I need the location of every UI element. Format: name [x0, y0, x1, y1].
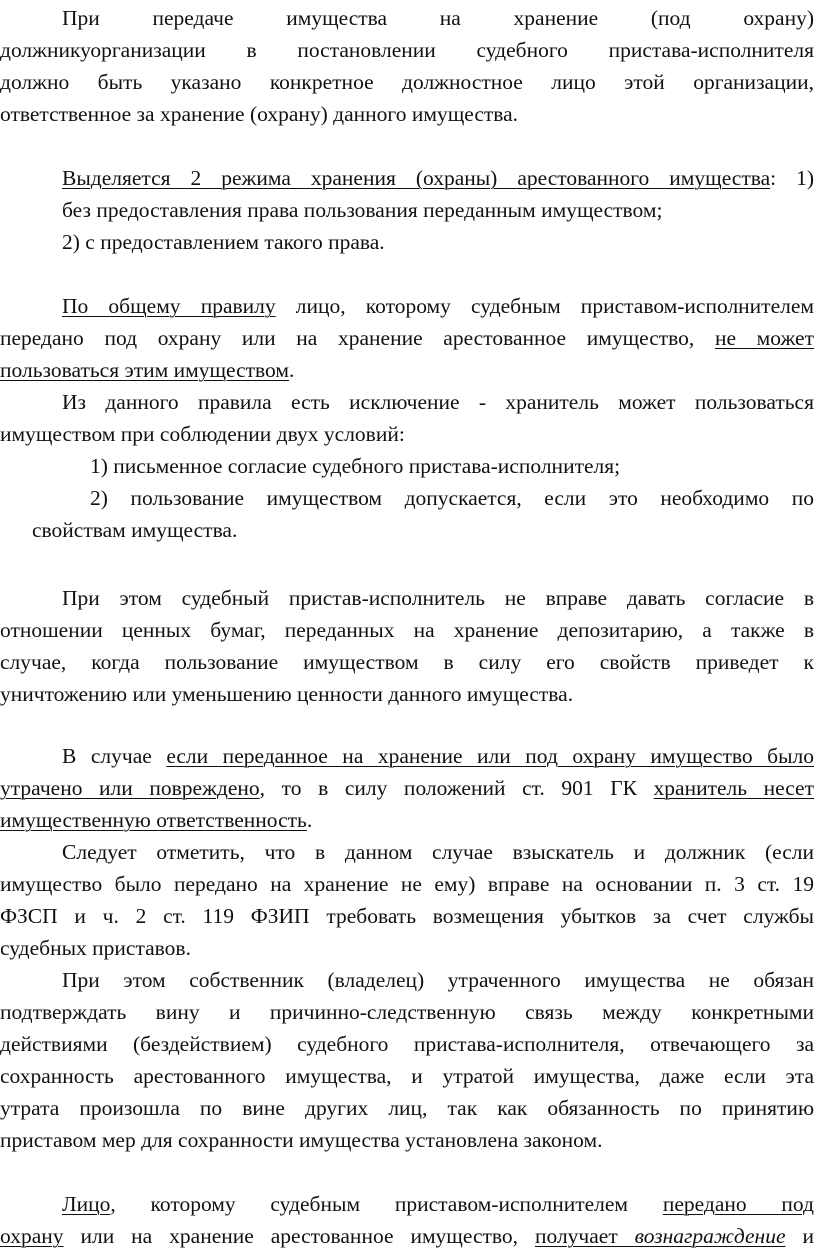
p9-line-2	[0, 1220, 814, 1252]
text: лицо, которому судебным приставом-исполнителем	[275, 294, 814, 318]
p4-line-2	[0, 418, 814, 450]
text: имущество было передано на хранение не ему) вправе на основании п. 3 ст. 19	[0, 872, 814, 896]
underlined-text: получает	[534, 1224, 635, 1248]
p2-line-2	[0, 194, 814, 226]
p6-line-2	[0, 772, 814, 804]
text: При передаче имущества на хранение (под охрану)	[62, 6, 814, 30]
underlined-text: хранитель несет	[653, 776, 814, 800]
p7-line-3	[0, 900, 814, 932]
p8-line-4	[0, 1060, 814, 1092]
p6-line-3	[0, 804, 814, 836]
text: Следует отметить, что в данном случае взыскатель и должник (если	[62, 840, 814, 864]
underlined-text: утрачено или повреждено	[0, 776, 260, 800]
text: уничтожению или уменьшению ценности данного имущества.	[0, 682, 574, 706]
text: действиями (бездействием) судебного пристава-исполнителя, отвечающего за	[0, 1032, 814, 1056]
underlined-text: имущественную ответственность	[0, 808, 307, 832]
text: ответственное за хранение (охрану) данного имущества.	[0, 102, 519, 126]
text: отношении ценных бумаг, переданных на хранение депозитарию, а также в	[0, 618, 814, 642]
text: , то в силу положений ст. 901 ГК	[259, 776, 654, 800]
text: имуществом при соблюдении двух условий:	[0, 422, 405, 446]
text: : 1)	[770, 166, 814, 190]
text: сохранность арестованного имущества, и утратой имущества, даже если эта	[0, 1064, 814, 1088]
text: или на хранение арестованное имущество,	[63, 1224, 535, 1248]
p6-line-1	[0, 740, 814, 772]
text: должно быть указано конкретное должностное лицо этой организации,	[0, 70, 814, 94]
p5-line-4	[0, 678, 814, 710]
underlined-text: охрану	[0, 1224, 64, 1248]
p1-line-4	[0, 98, 814, 130]
p9-line-1	[0, 1188, 814, 1220]
text: приставом мер для сохранности имущества установлена законом.	[0, 1128, 603, 1152]
text: утрата произошла по вине других лиц, так как обязанность по принятию	[0, 1096, 814, 1120]
text: подтверждать вину и причинно-следственную связь между конкретными	[0, 1000, 814, 1024]
p1-line-1	[0, 2, 814, 34]
p7-line-4	[0, 932, 814, 964]
text: судебных приставов.	[0, 936, 191, 960]
p4-line-1	[0, 386, 814, 418]
text: случае, когда пользование имуществом в силу его свойств приведет к	[0, 650, 814, 674]
p3-line-1	[0, 290, 814, 322]
underlined-text: Лицо	[62, 1192, 111, 1216]
text: 2) с предоставлением такого права.	[62, 230, 385, 254]
text: свойствам имущества.	[32, 518, 238, 542]
p8-line-3	[0, 1028, 814, 1060]
p8-line-1	[0, 964, 814, 996]
text: Из данного правила есть исключение - хранитель может пользоваться	[62, 390, 814, 414]
p7-line-1	[0, 836, 814, 868]
p7-line-2	[0, 868, 814, 900]
text: ФЗСП и ч. 2 ст. 119 ФЗИП требовать возмещения убытков за счет службы	[0, 904, 814, 928]
text: При этом собственник (владелец) утраченного имущества не обязан	[62, 968, 814, 992]
text: передано под охрану или на хранение арестованное имущество,	[0, 326, 715, 350]
p4-line-5	[0, 514, 814, 546]
text: 1) письменное согласие судебного пристава-исполнителя;	[90, 454, 621, 478]
p2-line-3	[0, 226, 814, 258]
underlined-text: передано под	[662, 1192, 814, 1216]
text: В случае	[62, 744, 167, 768]
p4-line-4	[0, 482, 814, 514]
text: и	[785, 1224, 814, 1248]
p5-line-1	[0, 582, 814, 614]
p3-line-3	[0, 354, 814, 386]
underlined-text: пользоваться этим имуществом	[0, 358, 289, 382]
underlined-italic-text: вознаграждение	[634, 1224, 786, 1248]
p1-line-3	[0, 66, 814, 98]
p3-line-2	[0, 322, 814, 354]
p5-line-2	[0, 614, 814, 646]
underlined-text: По общему правилу	[62, 294, 276, 318]
text: без предоставления права пользования переданным имуществом;	[62, 198, 663, 222]
text: При этом судебный пристав-исполнитель не вправе давать согласие в	[62, 586, 814, 610]
p8-line-6	[0, 1124, 814, 1156]
p8-line-5	[0, 1092, 814, 1124]
text: , которому судебным приставом-исполнителем	[110, 1192, 663, 1216]
p1-line-2	[0, 34, 814, 66]
text: должникуорганизации в постановлении судебного пристава-исполнителя	[0, 38, 814, 62]
text: 2) пользование имуществом допускается, если это необходимо по	[90, 486, 814, 510]
underlined-text: Выделяется 2 режима хранения (охраны) арестованного имущества	[62, 166, 771, 190]
p8-line-2	[0, 996, 814, 1028]
p4-line-3	[0, 450, 814, 482]
p5-line-3	[0, 646, 814, 678]
text: .	[306, 808, 313, 832]
text: .	[288, 358, 295, 382]
p2-line-1	[0, 162, 814, 194]
underlined-text: если переданное на хранение или под охрану имущество было	[166, 744, 814, 768]
underlined-text: не может	[714, 326, 814, 350]
